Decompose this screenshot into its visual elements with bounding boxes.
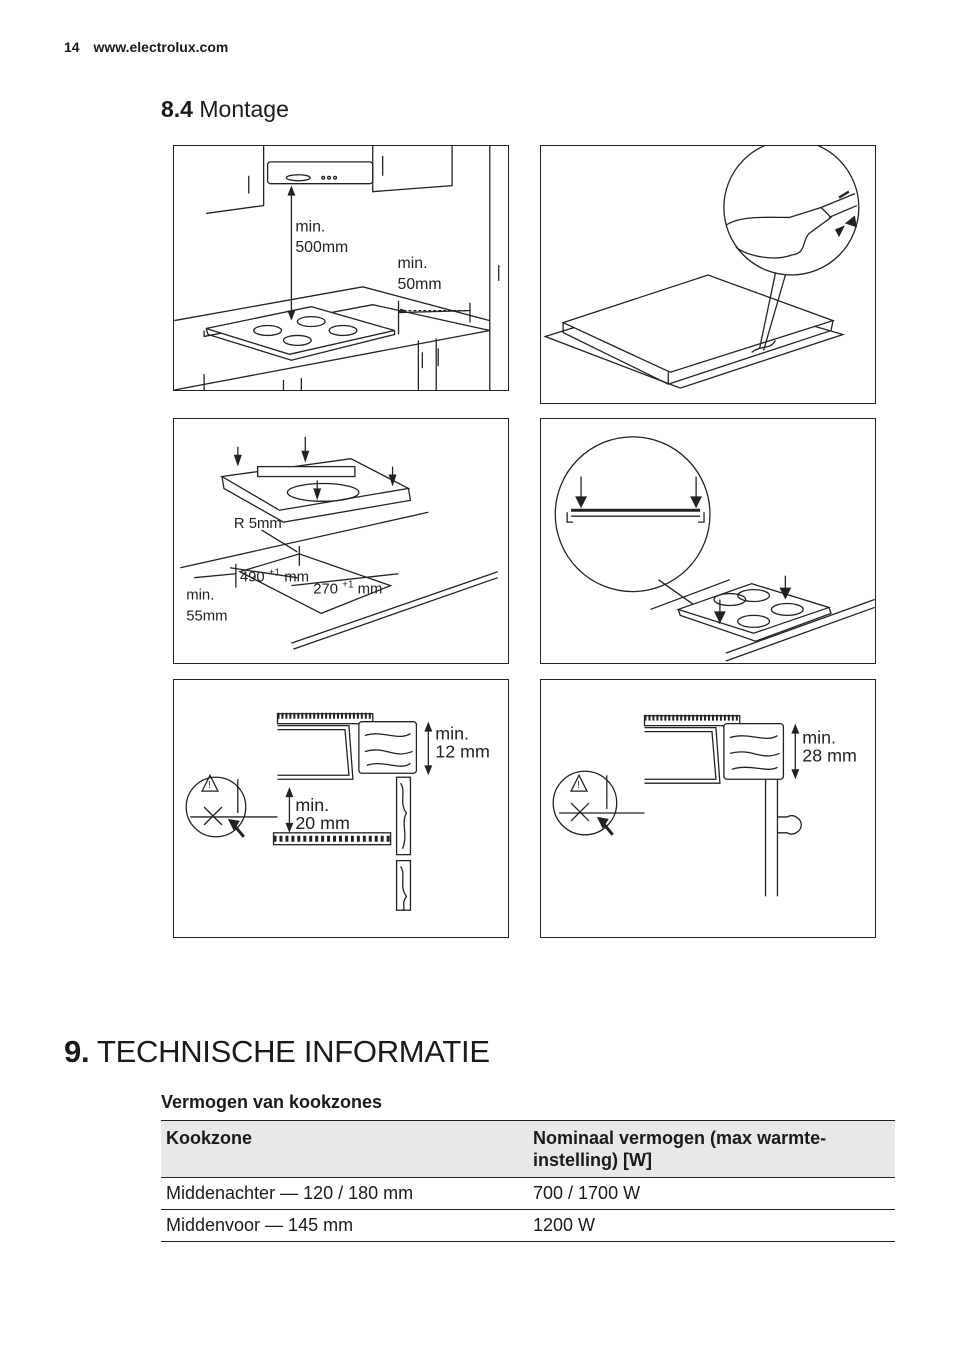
fig5-top-min: min. (435, 723, 470, 744)
table-row (161, 1178, 895, 1210)
table-title: Vermogen van kookzones (161, 1092, 383, 1112)
fig1-label-min-2: min. (397, 255, 428, 272)
fig5-side-20mm: 20 mm (295, 812, 350, 833)
fig6-top-28mm: 28 mm (802, 745, 857, 766)
figure-clearance (173, 145, 509, 391)
cell-power: 1200 W (533, 1215, 596, 1235)
chapter-title (64, 1034, 490, 1070)
fig3-min: min. (186, 587, 215, 604)
page-number: 14 (64, 39, 80, 55)
svg-text:!: ! (208, 780, 211, 792)
fig1-label-50mm: 50mm (397, 275, 442, 293)
fig5-side-min: min. (295, 794, 330, 815)
section-title (161, 96, 289, 123)
column-header-power: Nominaal vermogen (max warmte-instelling) [W] (533, 1128, 827, 1170)
table-header-row (161, 1121, 895, 1178)
table-row (161, 1210, 895, 1242)
figure-gasket (540, 145, 876, 404)
figure-cutout (173, 418, 509, 664)
svg-text:!: ! (577, 780, 580, 792)
column-header-zone: Kookzone (166, 1128, 253, 1148)
fig3-55mm: 55mm (186, 608, 228, 625)
cell-zone: Middenvoor — 145 mm (166, 1215, 354, 1235)
chapter-label: TECHNISCHE INFORMATIE (97, 1034, 490, 1069)
cell-power: 700 / 1700 W (533, 1183, 641, 1203)
figure-section-a (173, 679, 509, 938)
fig3-depth-unit: mm (357, 581, 383, 598)
figure-press (540, 418, 876, 664)
page-header (64, 39, 228, 55)
fig3-width-value: 490 (239, 569, 265, 586)
section-label: Montage (199, 96, 289, 122)
fig3-width-unit: mm (284, 569, 309, 586)
fig6-top-min: min. (802, 727, 837, 748)
section-number: 8.4 (161, 96, 193, 122)
fig1-label-500mm: 500mm (295, 239, 349, 257)
figure-section-b (540, 679, 876, 938)
fig3-depth-value: 270 (313, 581, 339, 598)
chapter-number: 9. (64, 1034, 90, 1069)
fig3-radius: R 5mm (233, 516, 282, 533)
fig3-depth-sup: +1 (342, 579, 354, 591)
fig1-label-min-1: min. (295, 218, 326, 236)
fig5-top-12mm: 12 mm (435, 741, 490, 762)
website-link[interactable]: www.electrolux.com (93, 39, 229, 55)
fig3-width-sup: +1 (268, 567, 281, 579)
power-table (161, 1120, 895, 1242)
cell-zone: Middenachter — 120 / 180 mm (166, 1183, 414, 1203)
